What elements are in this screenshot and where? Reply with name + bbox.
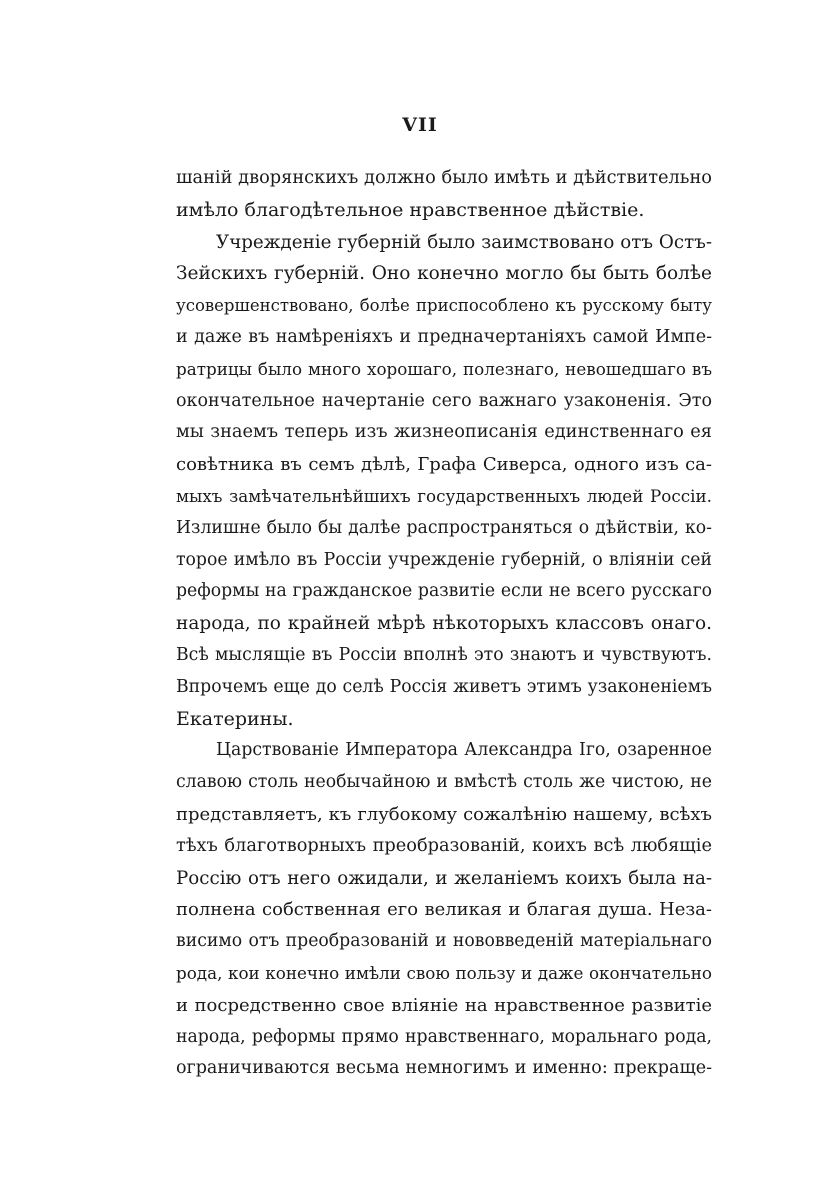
text-line: Учрежденіе губерній было заимствовано отъ Остъ- <box>216 231 712 253</box>
text-line: полнена собственная его великая и благая душа. Неза- <box>176 899 712 921</box>
text-line: Екатерины. <box>176 707 294 730</box>
text-line: торое имѣло въ Россіи учрежденіе губерній, о вліяніи сей <box>176 549 712 570</box>
text-line: славою столь необычайною и вмѣстѣ столь же чистою, не <box>176 772 712 793</box>
text-line: тѣхъ благотворныхъ преобразованій, коихъ всѣ любящіе <box>176 835 712 856</box>
body-text <box>176 163 712 1085</box>
text-line: и даже въ намѣреніяхъ и предначертаніяхъ самой Импе- <box>176 326 712 347</box>
text-line: ратрицы было много хорошаго, полезнаго, невошедшаго въ <box>176 358 712 379</box>
text-line: Зейскихъ губерній. Оно конечно могло бы быть болѣе <box>176 263 712 285</box>
text-line: представляетъ, къ глубокому сожалѣнію нашему, всѣхъ <box>176 803 712 825</box>
paragraph-1 <box>176 163 712 227</box>
text-line: Царствованіе Императора Александра Iго, озаренное <box>216 740 712 761</box>
text-line: Всѣ мыслящіе въ Россіи вполнѣ это знаютъ и чувствуютъ. <box>176 644 712 665</box>
page-number: VII <box>402 114 438 136</box>
text-line: шаній дворянскихъ должно было имѣть и дѣйствительно <box>176 168 712 188</box>
text-line: реформы на гражданское развитіе если не всего русскаго <box>176 581 712 602</box>
paragraph-2 <box>176 227 712 736</box>
text-line: Россію отъ него ожидали, и желаніемъ коихъ была на- <box>176 867 712 889</box>
text-line: висимо отъ преобразованій и нововведеній матеріальнаго <box>176 931 712 952</box>
text-line: окончательное начертаніе сего важнаго узаконенія. Это <box>176 390 712 411</box>
text-line: и посредственно свое вліяніе на нравственное развитіе <box>176 994 712 1016</box>
text-line: народа, реформы прямо нравственнаго, моральнаго рода, <box>176 1026 712 1047</box>
text-line: Излишне было бы далѣе распространяться о дѣйствіи, ко- <box>176 517 712 538</box>
text-line: рода, кои конечно имѣли свою пользу и даже окончательно <box>176 962 712 983</box>
text-line: мыхъ замѣчательнѣйшихъ государственныхъ людей Россіи. <box>176 485 712 506</box>
text-line: народа, по крайней мѣрѣ нѣкоторыхъ классовъ онаго. <box>176 613 712 635</box>
text-line: усовершенствовано, болѣе приспособлено къ русскому быту <box>176 296 712 316</box>
text-line: ограничиваются весьма немногимъ и именно: прекраще- <box>176 1058 712 1079</box>
text-line: Впрочемъ еще до селѣ Россія живетъ этимъ узаконеніемъ <box>176 676 712 697</box>
text-line: совѣтника въ семъ дѣлѣ, Графа Сиверса, одного изъ са- <box>176 454 712 476</box>
text-line: имѣло благодѣтельное нравственное дѣйствіе. <box>176 198 645 221</box>
text-line: мы знаемъ теперь изъ жизнеописанія единственнаго ея <box>176 422 712 443</box>
paragraph-3 <box>176 735 712 1085</box>
